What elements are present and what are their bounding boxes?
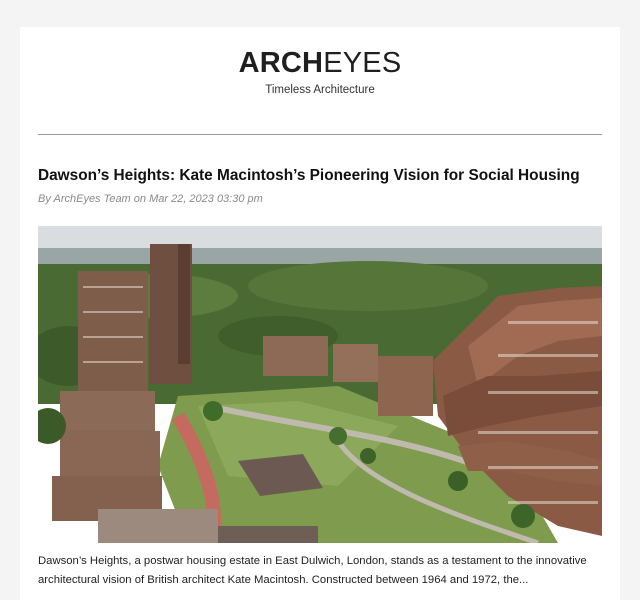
logo-light-text: EYES	[323, 47, 402, 79]
article-title[interactable]: Dawson’s Heights: Kate Macintosh’s Pioneering Vision for Social Housing	[38, 167, 580, 184]
aerial-photo-illustration	[38, 226, 602, 543]
site-tagline: Timeless Architecture	[265, 84, 375, 96]
logo-bold-text: ARCH	[238, 47, 324, 79]
featured-image[interactable]	[38, 226, 602, 543]
article-card	[20, 27, 620, 600]
header-divider	[38, 134, 602, 135]
site-logo[interactable]	[20, 47, 620, 80]
article-excerpt: Dawson’s Heights, a postwar housing estate in East Dulwich, London, stands as a testament to the innovative architectural vision of British architect Kate Macintosh. Constructed between 1964 and 1972, the...	[38, 555, 587, 586]
article-meta: By ArchEyes Team on Mar 22, 2023 03:30 pm	[38, 193, 263, 205]
